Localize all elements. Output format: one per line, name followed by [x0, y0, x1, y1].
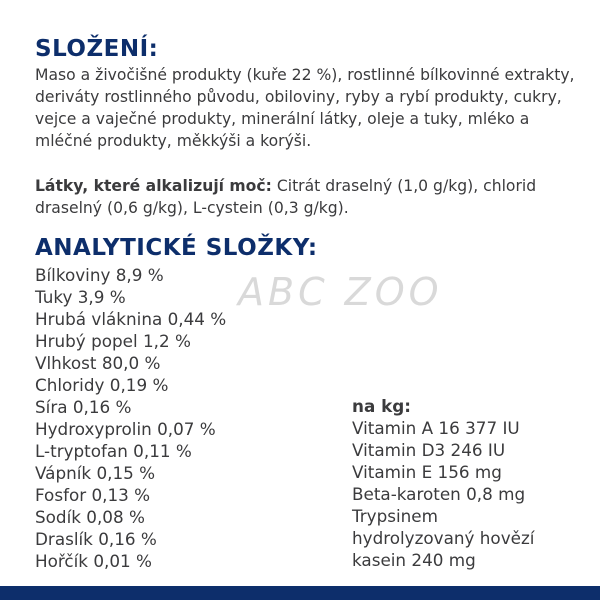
per-kg-title: na kg:	[352, 396, 411, 416]
analytics-item: Fosfor 0,13 %	[35, 485, 151, 505]
analytics-item: Chloridy 0,19 %	[35, 375, 169, 395]
per-kg-item: Beta-karoten 0,8 mg	[352, 484, 526, 504]
analytics-item: Vápník 0,15 %	[35, 463, 156, 483]
analytics-item: Bílkoviny 8,9 %	[35, 265, 164, 285]
bottom-bar	[0, 586, 600, 600]
alkalizing-label: Látky, které alkalizují moč:	[35, 177, 272, 195]
alkalizing-substances	[35, 175, 585, 219]
analytics-item: Draslík 0,16 %	[35, 529, 157, 549]
per-kg-item: Vitamin D3 246 IU	[352, 440, 506, 460]
composition-text: Maso a živočišné produkty (kuře 22 %), rostlinné bílkovinné extrakty, deriváty rostlinného původu, obiloviny, ryby a rybí produkty, cukry, vejce a vaječné produkty, minerální látky, oleje a tuky, mléko a mléčné produkty, měkkýši a korýši.	[35, 66, 575, 150]
per-kg-item: hydrolyzovaný hovězí	[352, 528, 535, 548]
analytics-item: Sodík 0,08 %	[35, 507, 145, 527]
per-kg-item: kasein 240 mg	[352, 550, 476, 570]
analytics-item: Síra 0,16 %	[35, 397, 132, 417]
per-kg-list	[352, 395, 534, 571]
alkalizing-text: Citrát draselný (1,0 g/kg), chlorid draselný (0,6 g/kg), L-cystein (0,3 g/kg).	[35, 177, 537, 217]
analytics-item: Tuky 3,9 %	[35, 287, 126, 307]
per-kg-item: Trypsinem	[352, 506, 438, 526]
analytics-heading: ANALYTICKÉ SLOŽKY:	[35, 235, 318, 261]
analytics-item: Vlhkost 80,0 %	[35, 353, 161, 373]
analytics-item: Hořčík 0,01 %	[35, 551, 153, 571]
analytics-item: L-tryptofan 0,11 %	[35, 441, 192, 461]
analytics-item: Hrubý popel 1,2 %	[35, 331, 191, 351]
analytics-list	[35, 264, 226, 572]
per-kg-item: Vitamin E 156 mg	[352, 462, 502, 482]
per-kg-item: Vitamin A 16 377 IU	[352, 418, 520, 438]
analytics-item: Hydroxyprolin 0,07 %	[35, 419, 216, 439]
analytics-item: Hrubá vláknina 0,44 %	[35, 309, 227, 329]
watermark: ABC ZOO	[238, 270, 443, 314]
composition-heading: SLOŽENÍ:	[35, 36, 159, 62]
